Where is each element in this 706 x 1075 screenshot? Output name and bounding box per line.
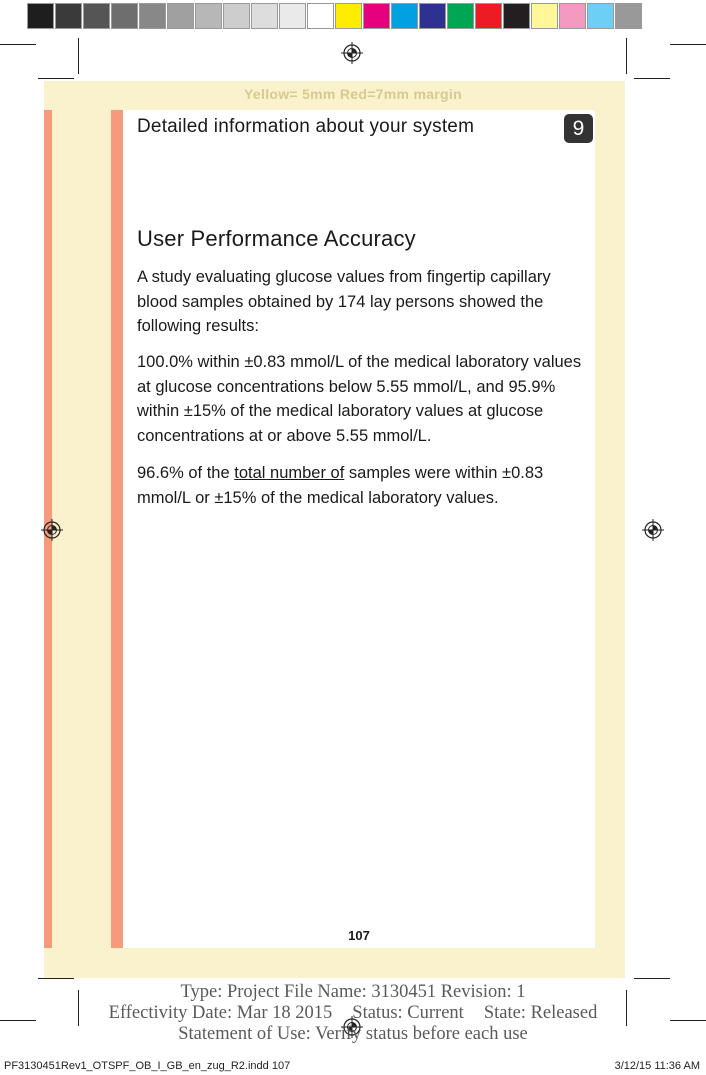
- slug-datetime: 3/12/15 11:36 AM: [614, 1060, 700, 1072]
- color-swatch: [475, 3, 502, 29]
- paragraph-text: A study evaluating glucose values from fingertip capillary blood samples obtained by 174 lay persons showed the following results:: [137, 268, 551, 335]
- color-swatch: [83, 3, 110, 29]
- color-swatch: [251, 3, 278, 29]
- paragraph-study: [137, 265, 589, 339]
- color-swatch: [223, 3, 250, 29]
- crop-mark: [38, 978, 74, 979]
- slug-filename: PF3130451Rev1_OTSPF_OB_I_GB_en_zug_R2.indd 107: [4, 1060, 291, 1072]
- registration-mark-icon: [341, 42, 363, 64]
- color-swatch: [615, 3, 642, 29]
- document-status: Status: Current: [352, 1003, 464, 1023]
- registration-mark-icon: [642, 519, 664, 541]
- color-swatch: [279, 3, 306, 29]
- crop-mark: [626, 38, 627, 74]
- color-swatch: [167, 3, 194, 29]
- document-state: State: Released: [483, 1003, 598, 1023]
- color-swatch: [391, 3, 418, 29]
- printer-color-bar: [27, 3, 643, 31]
- footer-status-line: [0, 1003, 706, 1024]
- paragraph-text: 100.0% within ±0.83 mmol/L of the medical laboratory values at glucose concentrations below 5.55 mmol/L, and 95.9% within ±15% of the medical laboratory values at glucose concentrations at or above 5.55 mmol/L.: [137, 353, 582, 445]
- chapter-badge: 9: [564, 114, 593, 143]
- color-swatch: [447, 3, 474, 29]
- manual-page: [123, 110, 595, 948]
- color-swatch: [335, 3, 362, 29]
- text-run: samples were within ±0.83 mmol/L or ±15% of the medical laboratory values.: [137, 464, 544, 507]
- crop-mark: [670, 44, 706, 45]
- effectivity-date: Effectivity Date: Mar 18 2015: [108, 1003, 333, 1023]
- footer-statement: Statement of Use: Verify status before each use: [178, 1024, 528, 1044]
- crop-mark: [0, 44, 36, 45]
- paragraph-results: [137, 350, 589, 448]
- page-number: 107: [348, 928, 370, 943]
- text-run: 96.6% of the: [137, 464, 235, 482]
- paragraph-summary: [137, 461, 589, 510]
- color-swatch: [531, 3, 558, 29]
- paragraph-text: [137, 461, 589, 510]
- color-swatch: [55, 3, 82, 29]
- margin-note: Yellow= 5mm Red=7mm margin: [244, 86, 462, 102]
- crop-mark: [634, 978, 670, 979]
- color-swatch: [559, 3, 586, 29]
- footer-document-info: Type: Project File Name: 3130451 Revision: 1: [180, 982, 526, 1002]
- color-swatch: [307, 3, 334, 29]
- color-swatch: [139, 3, 166, 29]
- crop-mark: [634, 78, 670, 79]
- color-swatch: [419, 3, 446, 29]
- underlined-text: total number of: [234, 464, 345, 482]
- color-swatch: [195, 3, 222, 29]
- section-heading: User Performance Accuracy: [137, 226, 416, 251]
- color-swatch: [111, 3, 138, 29]
- registration-mark-icon: [41, 519, 63, 541]
- color-swatch: [503, 3, 530, 29]
- crop-mark: [78, 38, 79, 74]
- color-swatch: [27, 3, 54, 29]
- red-margin-strip: [111, 110, 123, 948]
- crop-mark: [38, 78, 74, 79]
- color-swatch: [363, 3, 390, 29]
- page-header-title: Detailed information about your system: [137, 116, 475, 137]
- color-swatch: [587, 3, 614, 29]
